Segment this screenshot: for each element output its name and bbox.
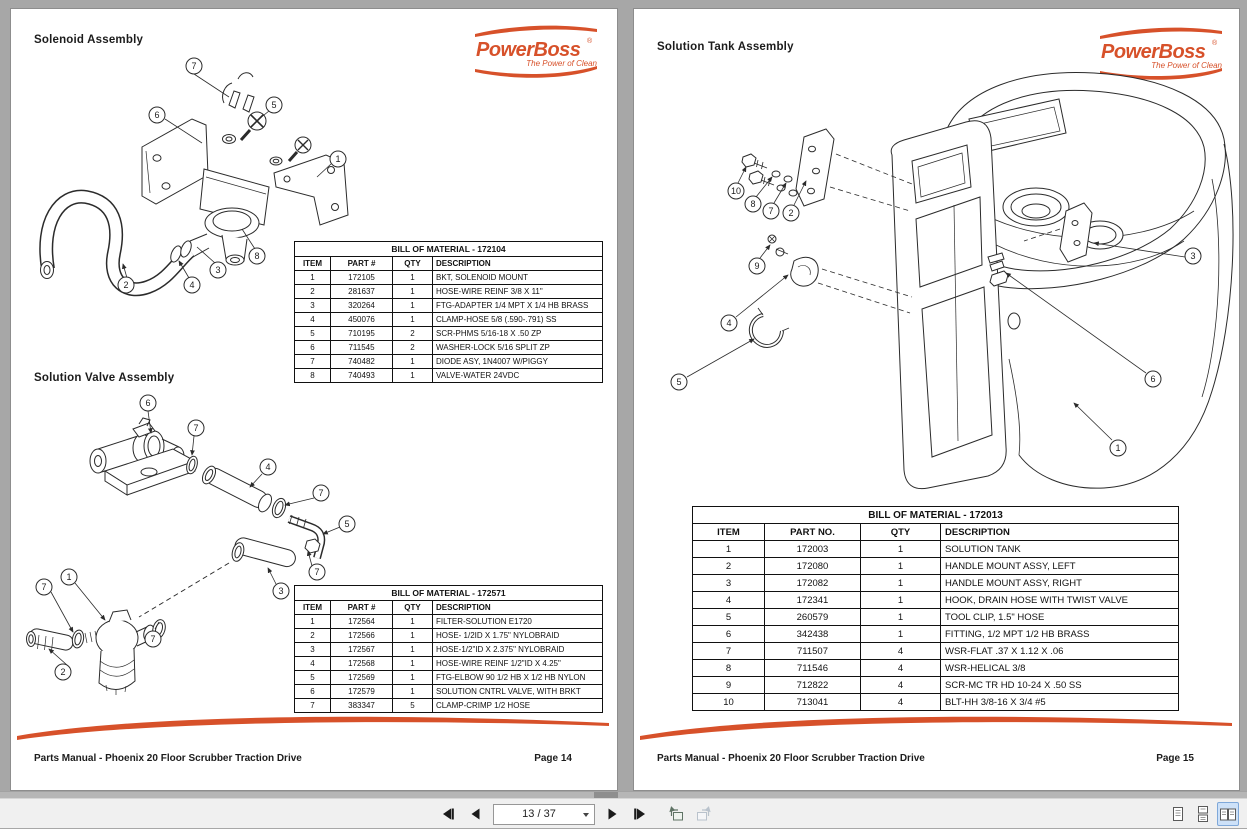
svg-text:4: 4 [265, 462, 271, 472]
continuous-pages-icon [1194, 806, 1212, 823]
svg-text:3: 3 [215, 265, 221, 275]
page-number-select[interactable] [493, 804, 595, 825]
cell: 1 [393, 643, 433, 657]
previous-page-button[interactable] [465, 803, 487, 825]
table-row [693, 592, 1179, 609]
cell: 1 [693, 541, 765, 558]
cell: 713041 [765, 694, 861, 711]
cell-description: VALVE-WATER 24VDC [433, 369, 603, 383]
cell: 4 [861, 643, 941, 660]
cell-description: HOSE- 1/2ID X 1.75" NYLOBRAID [433, 629, 603, 643]
cell-description: WASHER-LOCK 5/16 SPLIT ZP [433, 341, 603, 355]
svg-text:4: 4 [189, 280, 195, 290]
cell: 4 [295, 313, 331, 327]
page-footer [34, 753, 572, 764]
svg-text:7: 7 [41, 582, 47, 592]
table-row [295, 657, 603, 671]
footer-title: Parts Manual - Phoenix 20 Floor Scrubber Traction Drive [657, 753, 925, 764]
table-row [693, 541, 1179, 558]
first-page-button[interactable] [437, 803, 459, 825]
cell: 5 [393, 699, 433, 713]
document-page-15 [633, 8, 1240, 791]
cell: 1 [393, 299, 433, 313]
cell-description: CLAMP-HOSE 5/8 (.590-.791) SS [433, 313, 603, 327]
table-row [693, 643, 1179, 660]
cell: 1 [393, 369, 433, 383]
page-indicator: 13 / 37 [522, 808, 556, 820]
cell-description: SCR-MC TR HD 10-24 X .50 SS [941, 677, 1179, 694]
table-row [295, 313, 603, 327]
table-title: BILL OF MATERIAL - 172104 [295, 242, 603, 257]
cell: 740482 [331, 355, 393, 369]
cell-description: BKT, SOLENOID MOUNT [433, 271, 603, 285]
svg-text:7: 7 [193, 423, 199, 433]
cell: 7 [295, 699, 331, 713]
cell: 1 [861, 626, 941, 643]
cell: 4 [861, 694, 941, 711]
solution-valve-assembly-heading: Solution Valve Assembly [34, 372, 175, 384]
table-row [693, 694, 1179, 711]
powerboss-logo [473, 22, 599, 78]
svg-text:1: 1 [1115, 443, 1121, 453]
cell-description: DIODE ASY, 1N4007 W/PIGGY [433, 355, 603, 369]
logo-registered-mark: ® [587, 38, 593, 45]
table-row [693, 677, 1179, 694]
horizontal-scrollbar[interactable] [0, 791, 1247, 798]
cell-description: HOSE-1/2"ID X 2.375" NYLOBRAID [433, 643, 603, 657]
cell: 260579 [765, 609, 861, 626]
cell-description: HOOK, DRAIN HOSE WITH TWIST VALVE [941, 592, 1179, 609]
bom-table-172104 [294, 241, 603, 383]
table-row [693, 626, 1179, 643]
table-row [295, 699, 603, 713]
svg-text:8: 8 [254, 251, 260, 261]
svg-text:8: 8 [750, 199, 756, 209]
svg-text:9: 9 [754, 261, 760, 271]
next-view-button[interactable] [693, 803, 715, 825]
cell: 3 [693, 575, 765, 592]
previous-page-icon [468, 806, 484, 822]
cell: 172105 [331, 271, 393, 285]
bom-table-172013 [692, 506, 1179, 711]
single-page-icon [1169, 806, 1187, 823]
solution-tank-assembly-diagram [664, 59, 1244, 509]
cell: 8 [693, 660, 765, 677]
continuous-view-button[interactable] [1192, 802, 1214, 826]
cell: 1 [393, 671, 433, 685]
two-page-icon [1219, 806, 1237, 823]
table-row [295, 629, 603, 643]
cell: 172566 [331, 629, 393, 643]
cell: 1 [295, 271, 331, 285]
cell: 1 [295, 615, 331, 629]
cell: 6 [693, 626, 765, 643]
svg-text:3: 3 [1190, 251, 1196, 261]
svg-text:6: 6 [154, 110, 160, 120]
footer-title: Parts Manual - Phoenix 20 Floor Scrubber Traction Drive [34, 753, 302, 764]
cell: 9 [693, 677, 765, 694]
cell: 172567 [331, 643, 393, 657]
table-row [295, 341, 603, 355]
cell: 4 [295, 657, 331, 671]
cell: 4 [693, 592, 765, 609]
page-layout-group [1167, 802, 1239, 826]
cell: 1 [861, 558, 941, 575]
svg-text:7: 7 [768, 206, 774, 216]
cell: 711546 [765, 660, 861, 677]
cell: 172564 [331, 615, 393, 629]
cell-description: WSR-HELICAL 3/8 [941, 660, 1179, 677]
table-header-row: ITEM PART NO. QTY DESCRIPTION [693, 524, 1179, 541]
cell: 5 [295, 671, 331, 685]
cell: 383347 [331, 699, 393, 713]
cell-description: FTG-ADAPTER 1/4 MPT X 1/4 HB BRASS [433, 299, 603, 313]
cell-description: FITTING, 1/2 MPT 1/2 HB BRASS [941, 626, 1179, 643]
cell: 2 [693, 558, 765, 575]
cell: 172003 [765, 541, 861, 558]
cell: 1 [393, 355, 433, 369]
logo-top-swoosh-icon [1100, 28, 1222, 39]
cell: 342438 [765, 626, 861, 643]
first-page-icon [440, 806, 456, 822]
previous-view-button[interactable] [665, 803, 687, 825]
cell: 711507 [765, 643, 861, 660]
table-row [295, 615, 603, 629]
cell: 711545 [331, 341, 393, 355]
table-row [693, 558, 1179, 575]
last-page-button[interactable] [629, 803, 651, 825]
cell: 1 [393, 285, 433, 299]
cell: 1 [393, 657, 433, 671]
cell: 172341 [765, 592, 861, 609]
cell: 1 [861, 609, 941, 626]
cell: 2 [393, 341, 433, 355]
next-page-icon [604, 806, 620, 822]
svg-text:5: 5 [676, 377, 682, 387]
cell: 172080 [765, 558, 861, 575]
table-row [295, 299, 603, 313]
logo-registered-mark: ® [1212, 40, 1218, 47]
cell: 2 [295, 629, 331, 643]
cell: 6 [295, 685, 331, 699]
cell: 1 [393, 615, 433, 629]
svg-text:2: 2 [60, 667, 66, 677]
table-row [295, 685, 603, 699]
svg-text:7: 7 [314, 567, 320, 577]
cell: 7 [295, 355, 331, 369]
bom-table-172571 [294, 585, 603, 713]
table-header-row: ITEM PART # QTY DESCRIPTION [295, 257, 603, 271]
svg-text:6: 6 [1150, 374, 1156, 384]
cell: 172569 [331, 671, 393, 685]
cell-description: FILTER-SOLUTION E1720 [433, 615, 603, 629]
table-row [295, 671, 603, 685]
cell: 5 [295, 327, 331, 341]
cell: 281637 [331, 285, 393, 299]
cell: 2 [393, 327, 433, 341]
cell: 10 [693, 694, 765, 711]
cell: 1 [393, 313, 433, 327]
cell-description: WSR-FLAT .37 X 1.12 X .06 [941, 643, 1179, 660]
cell: 4 [861, 677, 941, 694]
table-row [295, 355, 603, 369]
cell: 1 [861, 592, 941, 609]
cell: 8 [295, 369, 331, 383]
svg-text:4: 4 [726, 318, 732, 328]
cell: 450076 [331, 313, 393, 327]
cell-description: SOLUTION TANK [941, 541, 1179, 558]
solenoid-assembly-heading: Solenoid Assembly [34, 34, 144, 46]
chevron-down-icon [583, 813, 589, 817]
cell: 1 [861, 575, 941, 592]
table-row [693, 609, 1179, 626]
table-row [295, 285, 603, 299]
last-page-icon [632, 806, 648, 822]
cell: 320264 [331, 299, 393, 313]
viewer-toolbar [0, 798, 1247, 828]
cell: 3 [295, 299, 331, 313]
previous-view-icon [667, 806, 685, 822]
cell: 710195 [331, 327, 393, 341]
svg-text:2: 2 [788, 208, 794, 218]
footer-swoosh-icon [17, 712, 609, 742]
logo-top-swoosh-icon [475, 26, 597, 37]
cell-description: CLAMP-CRIMP 1/2 HOSE [433, 699, 603, 713]
table-row [693, 660, 1179, 677]
cell-description: HOSE-WIRE REINF 3/8 X 11" [433, 285, 603, 299]
svg-text:2: 2 [123, 280, 129, 290]
cell-description: HANDLE MOUNT ASSY, RIGHT [941, 575, 1179, 592]
cell: 6 [295, 341, 331, 355]
single-page-view-button[interactable] [1167, 802, 1189, 826]
svg-text:7: 7 [150, 634, 156, 644]
svg-text:1: 1 [335, 154, 341, 164]
logo-brand-text: PowerBoss [1101, 41, 1206, 63]
table-header-row: ITEM PART # QTY DESCRIPTION [295, 601, 603, 615]
table-title: BILL OF MATERIAL - 172013 [693, 507, 1179, 524]
svg-text:5: 5 [344, 519, 350, 529]
svg-text:5: 5 [271, 100, 277, 110]
cell: 1 [393, 629, 433, 643]
cell-description: SOLUTION CNTRL VALVE, WITH BRKT [433, 685, 603, 699]
cell: 172568 [331, 657, 393, 671]
cell: 172082 [765, 575, 861, 592]
cell: 5 [693, 609, 765, 626]
cell-description: HANDLE MOUNT ASSY, LEFT [941, 558, 1179, 575]
cell: 2 [295, 285, 331, 299]
cell-description: TOOL CLIP, 1.5" HOSE [941, 609, 1179, 626]
svg-text:7: 7 [191, 61, 197, 71]
table-row [295, 643, 603, 657]
next-page-button[interactable] [601, 803, 623, 825]
cell: 1 [861, 541, 941, 558]
table-row [295, 271, 603, 285]
logo-tagline: The Power of Clean [1151, 61, 1222, 70]
cell-description: FTG-ELBOW 90 1/2 HB X 1/2 HB NYLON [433, 671, 603, 685]
footer-swoosh-icon [640, 712, 1232, 742]
solution-tank-assembly-heading: Solution Tank Assembly [657, 41, 794, 53]
svg-text:3: 3 [278, 586, 284, 596]
table-row [693, 575, 1179, 592]
table-row [295, 369, 603, 383]
cell-description: HOSE-WIRE REINF 1/2"ID X 4.25" [433, 657, 603, 671]
cell-description: SCR-PHMS 5/16-18 X .50 ZP [433, 327, 603, 341]
svg-text:10: 10 [730, 186, 742, 196]
table-row [295, 327, 603, 341]
cell-description: BLT-HH 3/8-16 X 3/4 #5 [941, 694, 1179, 711]
footer-page-number: Page 15 [1156, 753, 1194, 764]
cell: 1 [393, 271, 433, 285]
document-page-14 [10, 8, 618, 791]
page-navigation-group [437, 799, 715, 829]
cell: 1 [393, 685, 433, 699]
cell: 3 [295, 643, 331, 657]
svg-text:7: 7 [318, 488, 324, 498]
cell: 7 [693, 643, 765, 660]
cell: 712822 [765, 677, 861, 694]
logo-brand-text: PowerBoss [476, 39, 581, 61]
cell: 740493 [331, 369, 393, 383]
svg-text:1: 1 [66, 572, 72, 582]
cell: 172579 [331, 685, 393, 699]
table-title: BILL OF MATERIAL - 172571 [295, 586, 603, 601]
svg-text:6: 6 [145, 398, 151, 408]
footer-page-number: Page 14 [534, 753, 572, 764]
page-footer [657, 753, 1194, 764]
two-page-view-button[interactable] [1217, 802, 1239, 826]
cell: 4 [861, 660, 941, 677]
next-view-icon [695, 806, 713, 822]
logo-tagline: The Power of Clean [526, 59, 597, 68]
